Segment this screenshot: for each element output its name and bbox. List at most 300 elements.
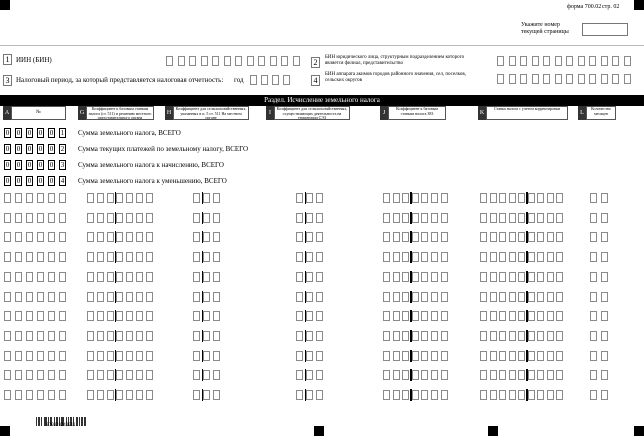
grid-cell[interactable]: [499, 213, 506, 223]
grid-cell[interactable]: [316, 252, 323, 262]
grid-cell[interactable]: [383, 311, 390, 321]
grid-cell[interactable]: [547, 252, 554, 262]
grid-cell[interactable]: [509, 331, 516, 341]
grid-cell[interactable]: [518, 232, 525, 242]
grid-cell[interactable]: [480, 232, 487, 242]
grid-cell[interactable]: [213, 292, 220, 302]
grid-cell[interactable]: [402, 252, 409, 262]
grid-cell[interactable]: [590, 370, 597, 380]
akimat-bin-cell[interactable]: [555, 74, 562, 84]
grid-cell[interactable]: [37, 232, 44, 242]
grid-cell[interactable]: [383, 331, 390, 341]
grid-cell[interactable]: [126, 292, 133, 302]
grid-cell[interactable]: [383, 232, 390, 242]
grid-cell[interactable]: [48, 272, 55, 282]
grid-cell[interactable]: [4, 213, 11, 223]
grid-cell[interactable]: [316, 213, 323, 223]
grid-cell[interactable]: [87, 390, 94, 400]
iin-bin-cell[interactable]: [281, 56, 288, 66]
grid-cell[interactable]: [146, 213, 153, 223]
grid-cell[interactable]: [59, 311, 66, 321]
grid-cell[interactable]: [26, 193, 33, 203]
grid-cell[interactable]: [509, 213, 516, 223]
grid-cell[interactable]: [601, 331, 608, 341]
grid-cell[interactable]: [402, 193, 409, 203]
grid-cell[interactable]: [37, 331, 44, 341]
grid-cell[interactable]: [15, 311, 22, 321]
grid-cell[interactable]: [316, 331, 323, 341]
grid-cell[interactable]: [316, 292, 323, 302]
grid-cell[interactable]: [393, 252, 400, 262]
grid-cell[interactable]: [421, 193, 428, 203]
grid-cell[interactable]: [59, 213, 66, 223]
grid-cell[interactable]: [421, 311, 428, 321]
grid-cell[interactable]: [431, 370, 438, 380]
grid-cell[interactable]: [509, 232, 516, 242]
grid-cell[interactable]: [402, 351, 409, 361]
grid-cell[interactable]: [126, 252, 133, 262]
grid-cell[interactable]: [383, 351, 390, 361]
grid-cell[interactable]: [421, 272, 428, 282]
grid-cell[interactable]: [537, 213, 544, 223]
grid-cell[interactable]: [547, 370, 554, 380]
grid-cell[interactable]: [193, 311, 200, 321]
grid-cell[interactable]: [116, 390, 123, 400]
grid-cell[interactable]: [431, 252, 438, 262]
grid-cell[interactable]: [193, 351, 200, 361]
grid-cell[interactable]: [116, 213, 123, 223]
grid-cell[interactable]: [59, 370, 66, 380]
grid-cell[interactable]: [528, 272, 535, 282]
grid-cell[interactable]: [393, 390, 400, 400]
grid-cell[interactable]: [26, 351, 33, 361]
grid-cell[interactable]: [107, 252, 114, 262]
grid-cell[interactable]: [48, 311, 55, 321]
grid-cell[interactable]: [15, 390, 22, 400]
grid-cell[interactable]: [136, 311, 143, 321]
grid-cell[interactable]: [4, 193, 11, 203]
grid-cell[interactable]: [480, 213, 487, 223]
grid-cell[interactable]: [490, 311, 497, 321]
parent-bin-cell[interactable]: [555, 56, 562, 66]
grid-cell[interactable]: [97, 193, 104, 203]
grid-cell[interactable]: [590, 311, 597, 321]
grid-cell[interactable]: [26, 232, 33, 242]
grid-cell[interactable]: [547, 292, 554, 302]
grid-cell[interactable]: [126, 311, 133, 321]
grid-cell[interactable]: [431, 193, 438, 203]
parent-bin-cell[interactable]: [566, 56, 573, 66]
grid-cell[interactable]: [518, 213, 525, 223]
grid-cell[interactable]: [116, 331, 123, 341]
grid-cell[interactable]: [26, 390, 33, 400]
grid-cell[interactable]: [296, 213, 303, 223]
grid-cell[interactable]: [601, 370, 608, 380]
grid-cell[interactable]: [556, 193, 563, 203]
grid-cell[interactable]: [203, 213, 210, 223]
grid-cell[interactable]: [126, 370, 133, 380]
grid-cell[interactable]: [37, 292, 44, 302]
grid-cell[interactable]: [306, 213, 313, 223]
grid-cell[interactable]: [213, 311, 220, 321]
grid-cell[interactable]: [499, 232, 506, 242]
grid-cell[interactable]: [590, 292, 597, 302]
grid-cell[interactable]: [528, 193, 535, 203]
grid-cell[interactable]: [59, 193, 66, 203]
grid-cell[interactable]: [441, 213, 448, 223]
grid-cell[interactable]: [316, 272, 323, 282]
grid-cell[interactable]: [383, 252, 390, 262]
grid-cell[interactable]: [556, 292, 563, 302]
grid-cell[interactable]: [296, 272, 303, 282]
grid-cell[interactable]: [193, 252, 200, 262]
grid-cell[interactable]: [116, 252, 123, 262]
akimat-bin-cell[interactable]: [520, 74, 527, 84]
grid-cell[interactable]: [393, 232, 400, 242]
grid-cell[interactable]: [15, 252, 22, 262]
grid-cell[interactable]: [26, 311, 33, 321]
grid-cell[interactable]: [431, 331, 438, 341]
grid-cell[interactable]: [48, 390, 55, 400]
grid-cell[interactable]: [136, 351, 143, 361]
grid-cell[interactable]: [528, 370, 535, 380]
grid-cell[interactable]: [490, 331, 497, 341]
grid-cell[interactable]: [87, 232, 94, 242]
grid-cell[interactable]: [213, 370, 220, 380]
grid-cell[interactable]: [203, 292, 210, 302]
grid-cell[interactable]: [97, 311, 104, 321]
grid-cell[interactable]: [412, 390, 419, 400]
grid-cell[interactable]: [4, 311, 11, 321]
grid-cell[interactable]: [97, 213, 104, 223]
grid-cell[interactable]: [383, 213, 390, 223]
grid-cell[interactable]: [547, 390, 554, 400]
akimat-bin-cell[interactable]: [566, 74, 573, 84]
grid-cell[interactable]: [48, 351, 55, 361]
grid-cell[interactable]: [480, 331, 487, 341]
grid-cell[interactable]: [537, 370, 544, 380]
akimat-bin-cell[interactable]: [532, 74, 539, 84]
grid-cell[interactable]: [87, 370, 94, 380]
grid-cell[interactable]: [193, 331, 200, 341]
grid-cell[interactable]: [441, 292, 448, 302]
grid-cell[interactable]: [518, 193, 525, 203]
grid-cell[interactable]: [528, 213, 535, 223]
grid-cell[interactable]: [509, 390, 516, 400]
grid-cell[interactable]: [490, 292, 497, 302]
grid-cell[interactable]: [547, 272, 554, 282]
grid-cell[interactable]: [431, 272, 438, 282]
grid-cell[interactable]: [107, 213, 114, 223]
grid-cell[interactable]: [126, 232, 133, 242]
tax-year-cell[interactable]: [283, 75, 290, 85]
grid-cell[interactable]: [193, 272, 200, 282]
grid-cell[interactable]: [87, 213, 94, 223]
iin-bin-cell[interactable]: [212, 56, 219, 66]
akimat-bin-cell[interactable]: [543, 74, 550, 84]
grid-cell[interactable]: [116, 311, 123, 321]
grid-cell[interactable]: [48, 331, 55, 341]
grid-cell[interactable]: [37, 390, 44, 400]
grid-cell[interactable]: [97, 390, 104, 400]
akimat-bin-cell[interactable]: [589, 74, 596, 84]
grid-cell[interactable]: [136, 390, 143, 400]
grid-cell[interactable]: [193, 390, 200, 400]
grid-cell[interactable]: [306, 370, 313, 380]
grid-cell[interactable]: [383, 193, 390, 203]
grid-cell[interactable]: [421, 292, 428, 302]
grid-cell[interactable]: [601, 193, 608, 203]
grid-cell[interactable]: [393, 370, 400, 380]
grid-cell[interactable]: [316, 232, 323, 242]
grid-cell[interactable]: [383, 272, 390, 282]
grid-cell[interactable]: [146, 252, 153, 262]
grid-cell[interactable]: [296, 232, 303, 242]
grid-cell[interactable]: [316, 311, 323, 321]
grid-cell[interactable]: [296, 370, 303, 380]
akimat-bin-cell[interactable]: [578, 74, 585, 84]
grid-cell[interactable]: [601, 390, 608, 400]
grid-cell[interactable]: [146, 390, 153, 400]
grid-cell[interactable]: [402, 390, 409, 400]
grid-cell[interactable]: [87, 193, 94, 203]
grid-cell[interactable]: [518, 292, 525, 302]
grid-cell[interactable]: [441, 351, 448, 361]
grid-cell[interactable]: [518, 370, 525, 380]
grid-cell[interactable]: [547, 193, 554, 203]
grid-cell[interactable]: [412, 193, 419, 203]
akimat-bin-cell[interactable]: [497, 74, 504, 84]
grid-cell[interactable]: [136, 193, 143, 203]
grid-cell[interactable]: [421, 252, 428, 262]
grid-cell[interactable]: [146, 292, 153, 302]
grid-cell[interactable]: [518, 272, 525, 282]
grid-cell[interactable]: [87, 311, 94, 321]
grid-cell[interactable]: [509, 370, 516, 380]
grid-cell[interactable]: [490, 213, 497, 223]
grid-cell[interactable]: [87, 351, 94, 361]
grid-cell[interactable]: [15, 292, 22, 302]
grid-cell[interactable]: [518, 252, 525, 262]
grid-cell[interactable]: [499, 193, 506, 203]
iin-bin-cell[interactable]: [224, 56, 231, 66]
grid-cell[interactable]: [107, 272, 114, 282]
akimat-bin-cell[interactable]: [509, 74, 516, 84]
grid-cell[interactable]: [431, 351, 438, 361]
grid-cell[interactable]: [509, 193, 516, 203]
grid-cell[interactable]: [37, 213, 44, 223]
grid-cell[interactable]: [87, 272, 94, 282]
grid-cell[interactable]: [528, 311, 535, 321]
grid-cell[interactable]: [537, 390, 544, 400]
grid-cell[interactable]: [590, 232, 597, 242]
grid-cell[interactable]: [412, 292, 419, 302]
grid-cell[interactable]: [441, 193, 448, 203]
grid-cell[interactable]: [136, 232, 143, 242]
grid-cell[interactable]: [441, 370, 448, 380]
grid-cell[interactable]: [556, 272, 563, 282]
grid-cell[interactable]: [412, 370, 419, 380]
grid-cell[interactable]: [509, 272, 516, 282]
grid-cell[interactable]: [116, 193, 123, 203]
grid-cell[interactable]: [26, 213, 33, 223]
iin-bin-cell[interactable]: [247, 56, 254, 66]
grid-cell[interactable]: [590, 193, 597, 203]
grid-cell[interactable]: [296, 390, 303, 400]
grid-cell[interactable]: [126, 390, 133, 400]
grid-cell[interactable]: [203, 193, 210, 203]
grid-cell[interactable]: [37, 311, 44, 321]
akimat-bin-cell[interactable]: [624, 74, 631, 84]
grid-cell[interactable]: [193, 213, 200, 223]
grid-cell[interactable]: [402, 331, 409, 341]
grid-cell[interactable]: [499, 311, 506, 321]
grid-cell[interactable]: [203, 311, 210, 321]
grid-cell[interactable]: [48, 213, 55, 223]
grid-cell[interactable]: [306, 232, 313, 242]
grid-cell[interactable]: [537, 311, 544, 321]
grid-cell[interactable]: [203, 390, 210, 400]
grid-cell[interactable]: [97, 232, 104, 242]
grid-cell[interactable]: [537, 232, 544, 242]
iin-bin-cell[interactable]: [293, 56, 300, 66]
grid-cell[interactable]: [537, 331, 544, 341]
grid-cell[interactable]: [26, 252, 33, 262]
grid-cell[interactable]: [203, 252, 210, 262]
grid-cell[interactable]: [48, 232, 55, 242]
grid-cell[interactable]: [547, 311, 554, 321]
grid-cell[interactable]: [306, 193, 313, 203]
grid-cell[interactable]: [412, 272, 419, 282]
grid-cell[interactable]: [4, 370, 11, 380]
grid-cell[interactable]: [126, 331, 133, 341]
grid-cell[interactable]: [431, 311, 438, 321]
grid-cell[interactable]: [15, 213, 22, 223]
grid-cell[interactable]: [412, 331, 419, 341]
grid-cell[interactable]: [556, 213, 563, 223]
grid-cell[interactable]: [528, 232, 535, 242]
grid-cell[interactable]: [213, 213, 220, 223]
grid-cell[interactable]: [480, 252, 487, 262]
grid-cell[interactable]: [393, 272, 400, 282]
grid-cell[interactable]: [499, 370, 506, 380]
grid-cell[interactable]: [528, 292, 535, 302]
grid-cell[interactable]: [412, 213, 419, 223]
grid-cell[interactable]: [37, 252, 44, 262]
parent-bin-cell[interactable]: [624, 56, 631, 66]
grid-cell[interactable]: [402, 213, 409, 223]
grid-cell[interactable]: [383, 370, 390, 380]
parent-bin-cell[interactable]: [543, 56, 550, 66]
grid-cell[interactable]: [203, 232, 210, 242]
grid-cell[interactable]: [528, 252, 535, 262]
grid-cell[interactable]: [126, 193, 133, 203]
grid-cell[interactable]: [107, 370, 114, 380]
grid-cell[interactable]: [48, 193, 55, 203]
grid-cell[interactable]: [412, 351, 419, 361]
grid-cell[interactable]: [590, 213, 597, 223]
grid-cell[interactable]: [15, 232, 22, 242]
grid-cell[interactable]: [193, 292, 200, 302]
grid-cell[interactable]: [421, 390, 428, 400]
grid-cell[interactable]: [499, 351, 506, 361]
grid-cell[interactable]: [4, 390, 11, 400]
grid-cell[interactable]: [601, 252, 608, 262]
grid-cell[interactable]: [136, 331, 143, 341]
grid-cell[interactable]: [4, 331, 11, 341]
grid-cell[interactable]: [556, 331, 563, 341]
grid-cell[interactable]: [203, 370, 210, 380]
grid-cell[interactable]: [136, 252, 143, 262]
grid-cell[interactable]: [537, 193, 544, 203]
grid-cell[interactable]: [509, 252, 516, 262]
grid-cell[interactable]: [480, 370, 487, 380]
grid-cell[interactable]: [306, 390, 313, 400]
grid-cell[interactable]: [393, 331, 400, 341]
grid-cell[interactable]: [601, 351, 608, 361]
grid-cell[interactable]: [213, 193, 220, 203]
grid-cell[interactable]: [518, 390, 525, 400]
grid-cell[interactable]: [59, 272, 66, 282]
grid-cell[interactable]: [146, 193, 153, 203]
grid-cell[interactable]: [136, 272, 143, 282]
grid-cell[interactable]: [393, 351, 400, 361]
parent-bin-cell[interactable]: [520, 56, 527, 66]
iin-bin-cell[interactable]: [235, 56, 242, 66]
grid-cell[interactable]: [4, 351, 11, 361]
grid-cell[interactable]: [213, 272, 220, 282]
grid-cell[interactable]: [402, 232, 409, 242]
grid-cell[interactable]: [490, 232, 497, 242]
parent-bin-cell[interactable]: [601, 56, 608, 66]
parent-bin-cell[interactable]: [578, 56, 585, 66]
grid-cell[interactable]: [412, 311, 419, 321]
grid-cell[interactable]: [490, 351, 497, 361]
grid-cell[interactable]: [116, 370, 123, 380]
grid-cell[interactable]: [547, 232, 554, 242]
grid-cell[interactable]: [402, 370, 409, 380]
grid-cell[interactable]: [296, 292, 303, 302]
grid-cell[interactable]: [393, 193, 400, 203]
grid-cell[interactable]: [480, 193, 487, 203]
grid-cell[interactable]: [490, 193, 497, 203]
grid-cell[interactable]: [412, 252, 419, 262]
grid-cell[interactable]: [537, 252, 544, 262]
grid-cell[interactable]: [15, 193, 22, 203]
grid-cell[interactable]: [431, 292, 438, 302]
grid-cell[interactable]: [48, 292, 55, 302]
grid-cell[interactable]: [97, 252, 104, 262]
grid-cell[interactable]: [499, 390, 506, 400]
grid-cell[interactable]: [556, 311, 563, 321]
grid-cell[interactable]: [383, 390, 390, 400]
grid-cell[interactable]: [499, 252, 506, 262]
grid-cell[interactable]: [26, 370, 33, 380]
grid-cell[interactable]: [146, 370, 153, 380]
grid-cell[interactable]: [556, 370, 563, 380]
grid-cell[interactable]: [480, 292, 487, 302]
grid-cell[interactable]: [136, 292, 143, 302]
grid-cell[interactable]: [107, 311, 114, 321]
grid-cell[interactable]: [107, 232, 114, 242]
grid-cell[interactable]: [590, 331, 597, 341]
grid-cell[interactable]: [203, 331, 210, 341]
grid-cell[interactable]: [126, 213, 133, 223]
grid-cell[interactable]: [441, 390, 448, 400]
grid-cell[interactable]: [490, 272, 497, 282]
grid-cell[interactable]: [107, 331, 114, 341]
grid-cell[interactable]: [421, 351, 428, 361]
